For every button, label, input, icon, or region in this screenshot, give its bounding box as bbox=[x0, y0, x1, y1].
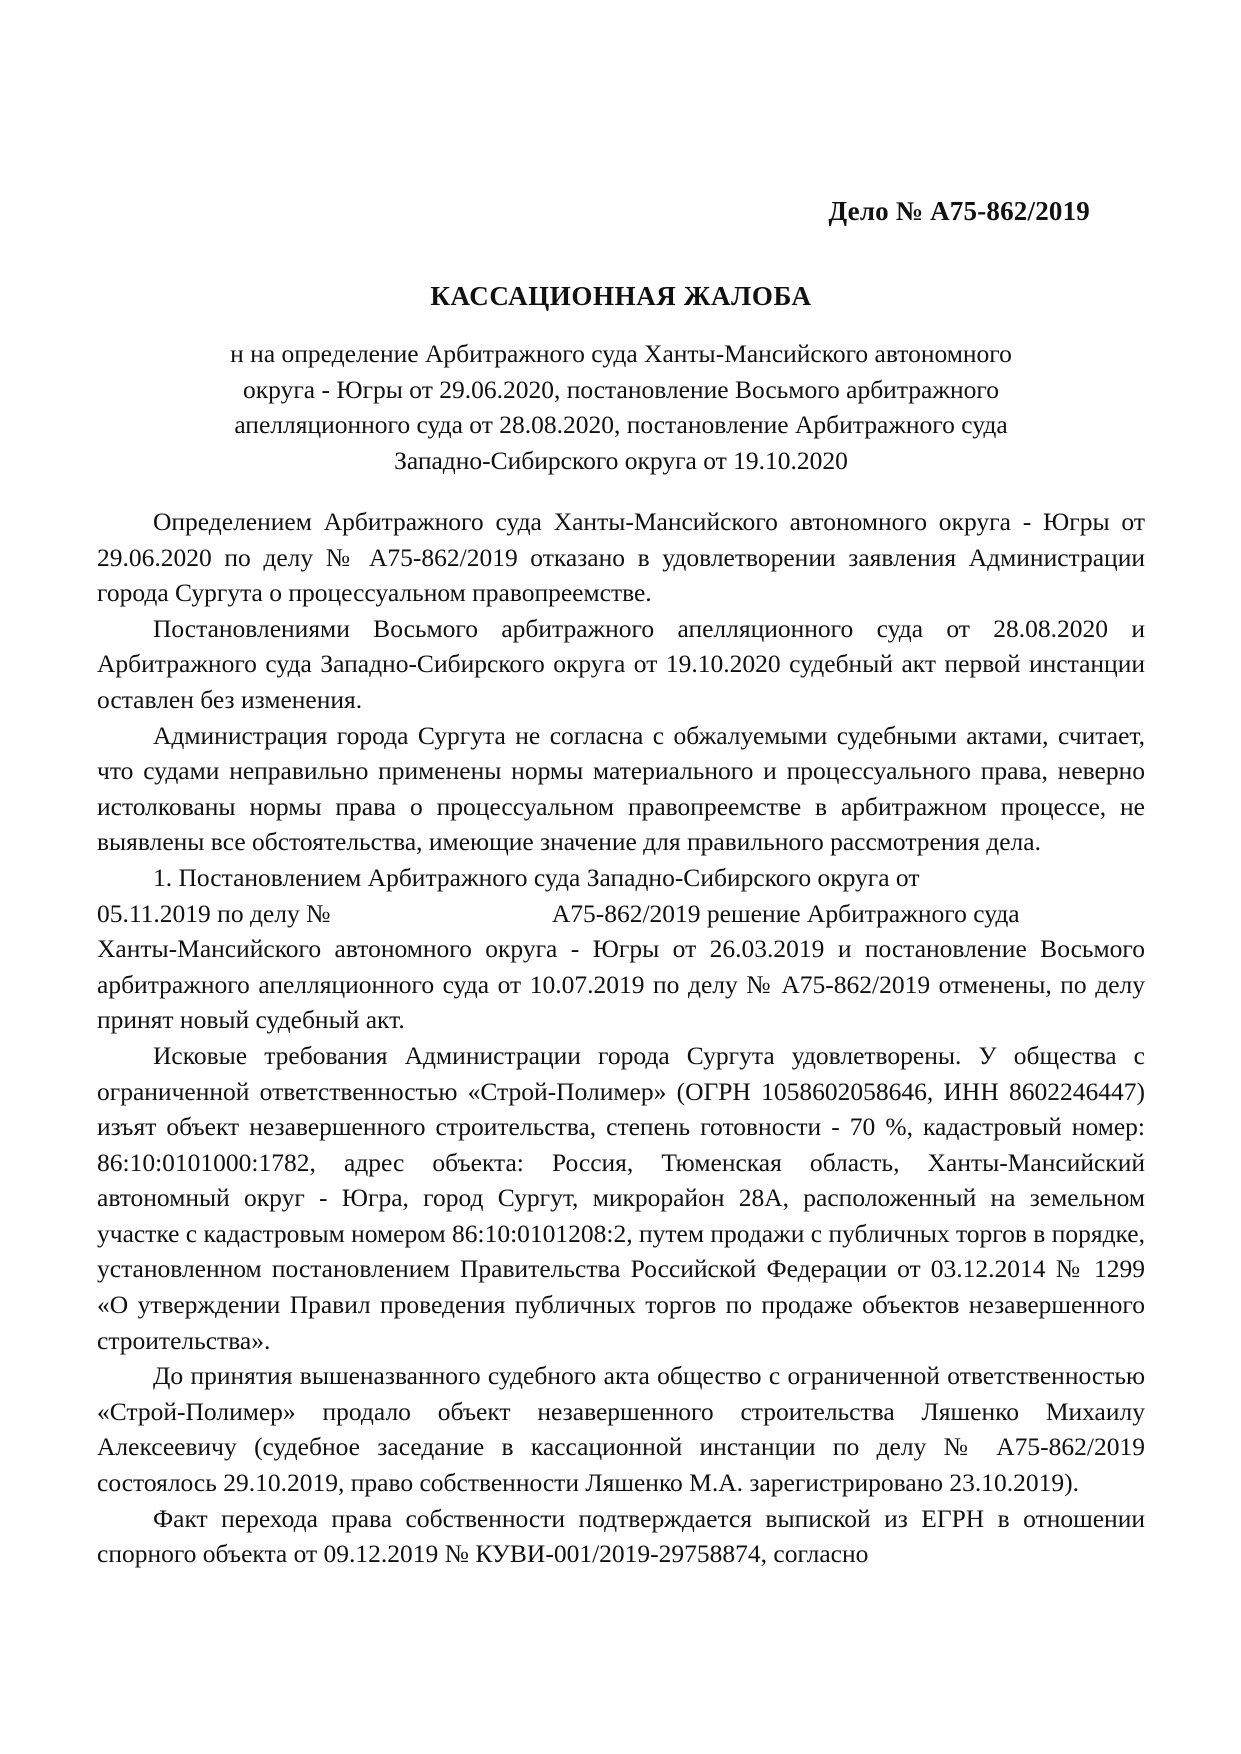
paragraph-fakt-perehoda: Факт перехода права собственности подтверждается выпиской из ЕГРН в отношении спорного объекта от 09.12.2019 № КУВИ-001/2019-29758874, согласно bbox=[97, 1503, 1145, 1569]
paragraph-administraciya: Администрация города Сургута не согласна с обжалуемыми судебными актами, считает, что судами неправильно применены нормы материального и процессуального права, неверно истолкованы нормы права о процессуальном правопреемстве в арбитражном процессе, не выявлены все обстоятельства, имеющие значение для правильного рассмотрения дела. bbox=[97, 720, 1145, 857]
document-body bbox=[97, 478, 1145, 1572]
paragraph-iskovye-trebovaniya: Исковые требования Администрации города Сургута удовлетворены. У общества с ограниченной ответственностью «Строй-Полимер» (ОГРН 1058602058646, ИНН 8602246447) изъят объект незавершенного строительства, степень готовности - 70 %, кадастровый номер: 86:10:0101000:1782, адрес объекта: Россия, Тюменская область, Ханты-Мансийский автономный округ - Югра, город Сургут, микрорайон 28А, расположенный на земельном участке с кадастровым номером 86:10:0101208:2, путем продажи с публичных торгов в порядке, установленном постановлением Правительства Российской Федерации от 03.12.2014 № 1299 «О утверждении Правил проведения публичных торгов по продаже объектов незавершенного строительства». bbox=[97, 1040, 1145, 1355]
document-subtitle bbox=[97, 312, 1145, 478]
paragraph-item-1-lead: 1. Постановлением Арбитражного суда Западно-Сибирского округа от bbox=[153, 862, 920, 892]
paragraph-item-1-rest: Ханты-Мансийского автономного округа - Югры от 26.03.2019 и постановление Восьмого арбитражного апелляционного суда от 10.07.2019 по делу № А75-862/2019 отменены, по делу принят новый судебный акт. bbox=[97, 934, 1145, 1035]
subtitle-line: апелляционного суда от 28.08.2020, постановление Арбитражного суда bbox=[234, 410, 1008, 439]
item-1-date-before-gap: 05.11.2019 по делу № bbox=[97, 898, 337, 928]
document-content bbox=[97, 0, 1145, 1572]
subtitle-line: Западно-Сибирского округа от 19.10.2020 bbox=[394, 445, 848, 475]
paragraph-opredelenie: Определением Арбитражного суда Ханты-Мансийского автономного округа - Югры от 29.06.2020 по делу № А75-862/2019 отказано в удовлетворении заявления Администрации города Сургута о процессуальном правопреемстве. bbox=[97, 507, 1145, 608]
paragraph-postanovleniyami: Постановлениями Восьмого арбитражного апелляционного суда от 28.08.2020 и Арбитражного суда Западно-Сибирского округа от 19.10.2020 судебный акт первой инстанции оставлен без изменения. bbox=[97, 613, 1145, 714]
paragraph-do-prinyatiya: До принятия вышеназванного судебного акта общество с ограниченной ответственностью «Строй-Полимер» продало объект незавершенного строительства Ляшенко Михаилу Алексеевичу (судебное заседание в кассационной инстанции по делу № А75-862/2019 состоялось 29.10.2019, право собственности Ляшенко М.А. зарегистрировано 23.10.2019). bbox=[97, 1361, 1145, 1498]
page-title: КАССАЦИОННАЯ ЖАЛОБА bbox=[430, 281, 812, 311]
item-1-date-after-gap: А75-862/2019 решение Арбитражного суда bbox=[551, 898, 1020, 928]
paragraph-item-1-date bbox=[97, 896, 1145, 932]
case-number-header: Дело № А75-862/2019 bbox=[828, 196, 1090, 226]
subtitle-line: н на определение Арбитражного суда Ханты-Мансийского автономного bbox=[230, 339, 1012, 368]
subtitle-line: округа - Югры от 29.06.2020, постановление Восьмого арбитражного bbox=[243, 374, 999, 404]
